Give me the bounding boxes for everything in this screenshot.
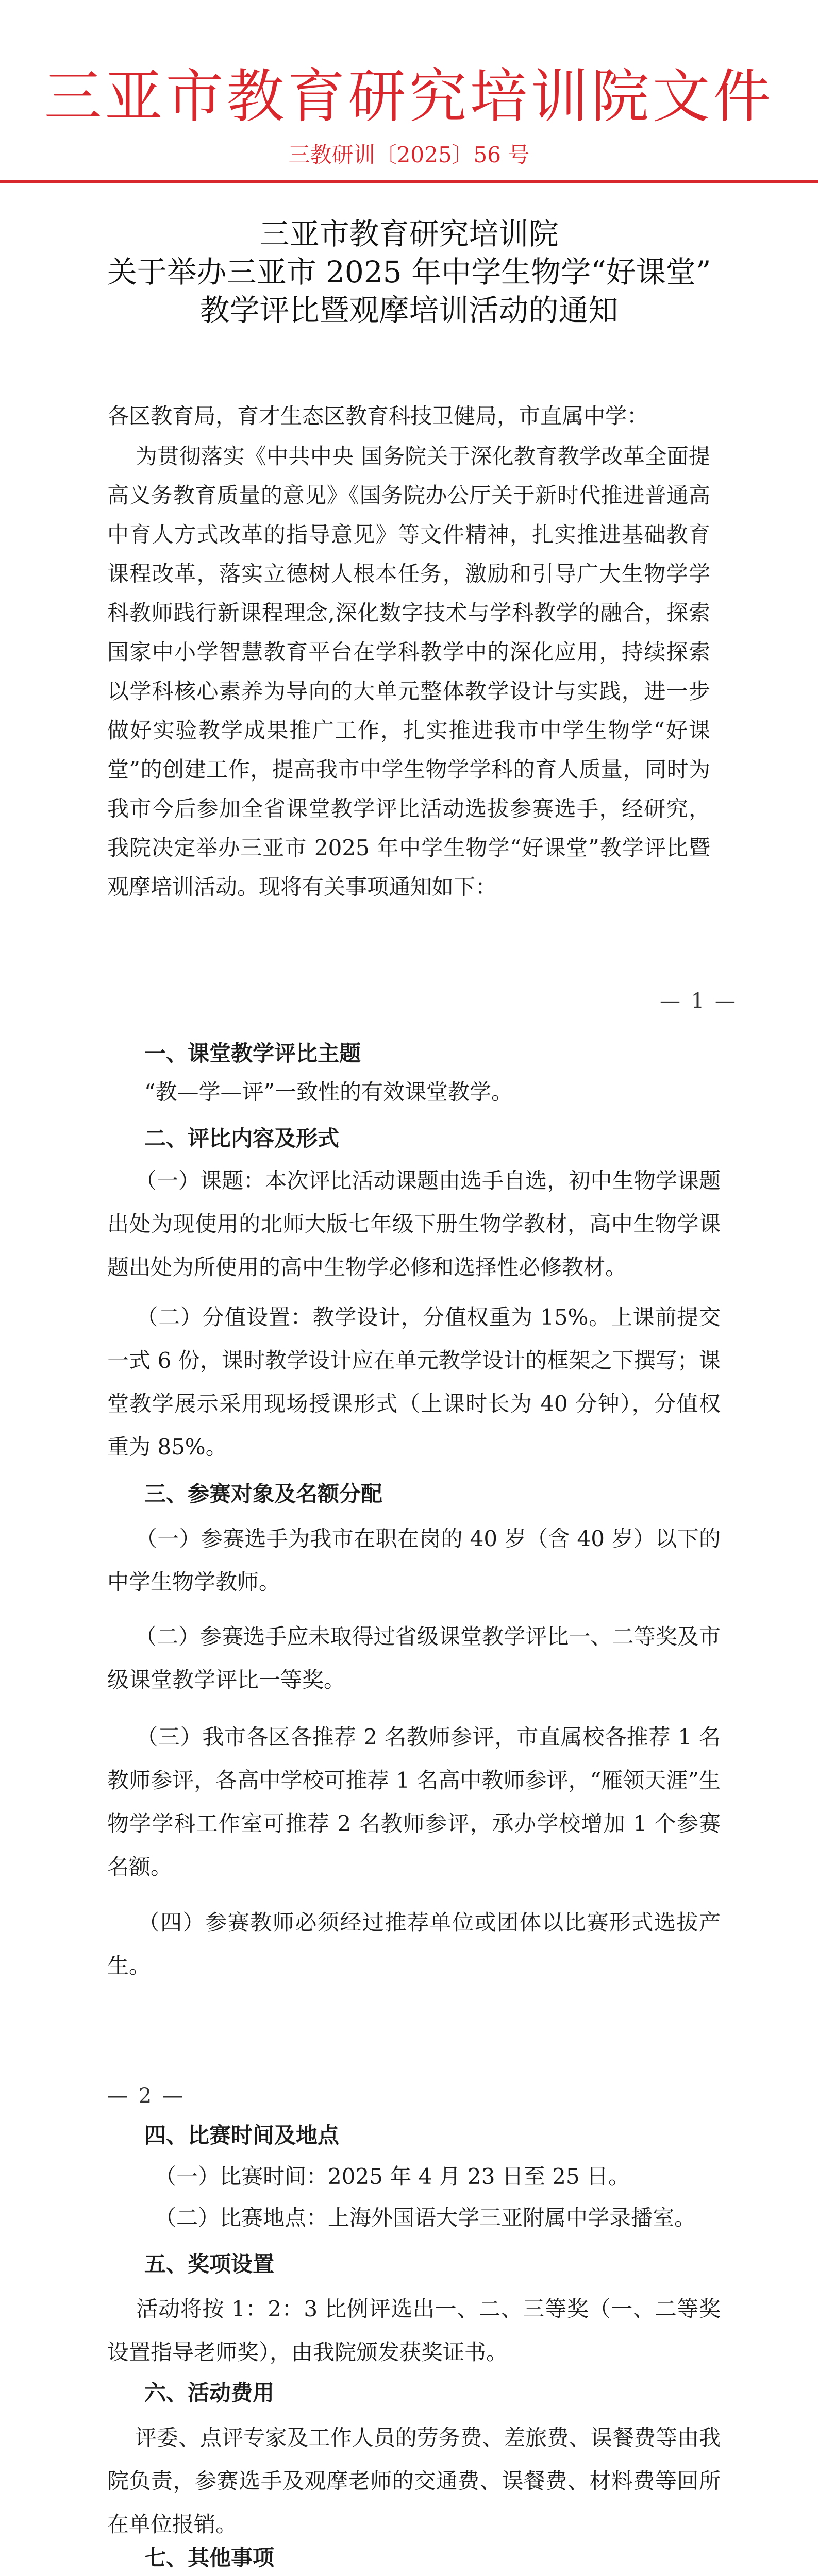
section-4-location: （二）比赛地点：上海外国语大学三亚附属中学录播室。 [155,2205,696,2230]
notice-title-line-3: 教学评比暨观摩培训活动的通知 [199,293,619,328]
section-4-heading: 四、比赛时间及地点 [144,2123,340,2148]
section-7-heading: 七、其他事项 [144,2545,275,2570]
section-2-heading: 二、评比内容及形式 [144,1126,340,1151]
section-6-heading: 六、活动费用 [144,2380,275,2405]
section-3-paragraph-3: （三）我市各区各推荐 2 名教师参评，市直属校各推荐 1 名教师参评，各高中学校可推荐 1 名高中教师参评，“雁领天涯”生物学学科工作室可推荐 2 名教师参评，承办学校增加 1 个参赛名额。 [107,1724,721,1879]
section-2-paragraph-1: （一）课题：本次评比活动课题由选手自选，初中生物学课题出处为现使用的北师大版七年级下册生物学教材，高中生物学课题出处为所使用的高中生物学必修和选择性必修教材。 [107,1168,721,1280]
section-1-body: “教—学—评”一致性的有效课堂教学。 [144,1079,513,1105]
page-number-2: — 2 — [107,2084,185,2108]
section-5-paragraph: 活动将按 1：2：3 比例评选出一、二、三等奖（一、二等奖设置指导老师奖），由我院颁发获奖证书。 [107,2296,721,2365]
section-4-time: （一）比赛时间：2025 年 4 月 23 日至 25 日。 [155,2164,630,2189]
section-3-heading: 三、参赛对象及名额分配 [144,1481,383,1506]
section-3-paragraph-2: （二）参赛选手应未取得过省级课堂教学评比一、二等奖及市级课堂教学评比一等奖。 [107,1624,721,1692]
salutation: 各区教育局，育才生态区教育科技卫健局，市直属中学： [107,403,649,429]
section-3-paragraph-1: （一）参赛选手为我市在职在岗的 40 岁（含 40 岁）以下的中学生物学教师。 [107,1526,721,1595]
section-2-paragraph-2: （二）分值设置：教学设计，分值权重为 15%。上课前提交一式 6 份，课时教学设计应在单元教学设计的框架之下撰写；课堂教学展示采用现场授课形式（上课时长为 40 分钟），分值权重为 85%。 [107,1304,721,1460]
section-6-paragraph: 评委、点评专家及工作人员的劳务费、差旅费、误餐费等由我院负责，参赛选手及观摩老师的交通费、误餐费、材料费等回所在单位报销。 [107,2425,721,2537]
header-red-rule [0,180,818,183]
notice-title-line-2: 关于举办三亚市 2025 年中学生物学“好课堂” [107,255,711,290]
notice-title-line-1: 三亚市教育研究培训院 [259,216,559,251]
page-number-1: — 1 — [660,989,738,1013]
intro-paragraph: 为贯彻落实《中共中央 国务院关于深化教育教学改革全面提高义务教育质量的意见》《国务院办公厅关于新时代推进普通高中育人方式改革的指导意见》等文件精神，扎实推进基础教育课程改革，落实立德树人根本任务，激励和引导广大生物学学科教师践行新课程理念,深化数字技术与学科教学的融合，探索国家中小学智慧教育平台在学科教学中的深化应用，持续探索以学科核心素养为导向的大单元整体教学设计与实践，进一步做好实验教学成果推广工作，扎实推进我市中学生物学“好课堂”的创建工作，提高我市中学生物学学科的育人质量，同时为我市今后参加全省课堂教学评比活动选拔参赛选手，经研究，我院决定举办三亚市 2025 年中学生物学“好课堂”教学评比暨观摩培训活动。现将有关事项通知如下： [107,444,710,900]
section-1-heading: 一、课堂教学评比主题 [144,1041,361,1066]
document-header-title: 三亚市教育研究培训院文件 [44,63,774,130]
section-3-paragraph-4: （四）参赛教师必须经过推荐单位或团体以比赛形式选拔产生。 [107,1910,721,1978]
document-number: 三教研训〔2025〕56 号 [288,142,530,167]
section-5-heading: 五、奖项设置 [144,2251,275,2277]
